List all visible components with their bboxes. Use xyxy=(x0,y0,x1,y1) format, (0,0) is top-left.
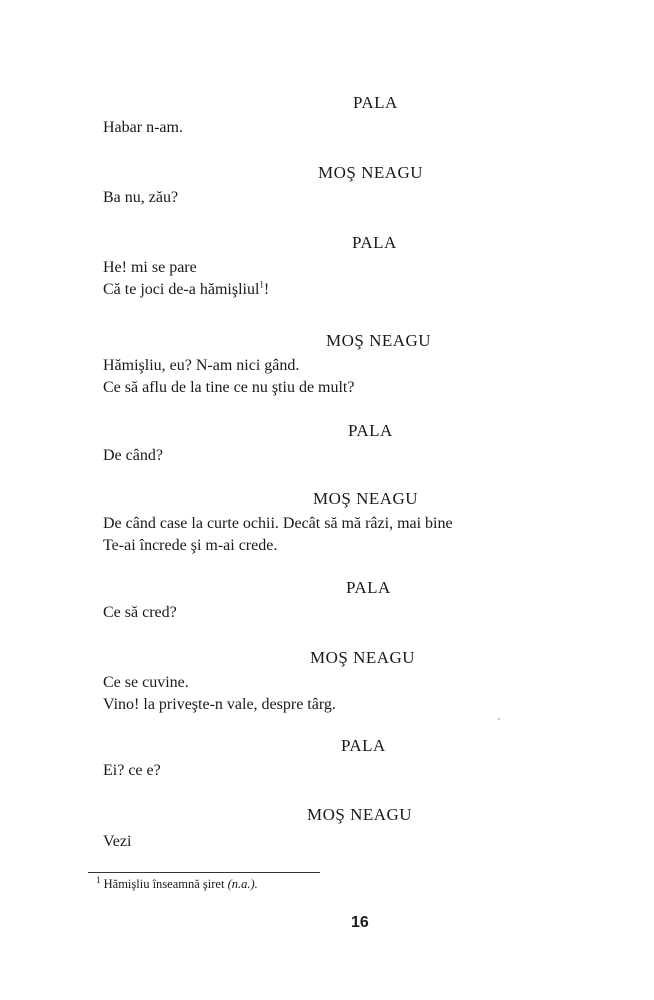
footnote-text: Hămişliu înseamnă şiret xyxy=(103,877,225,891)
dialogue-line: Vino! la priveşte-n vale, despre târg. xyxy=(103,696,336,713)
footnote xyxy=(96,874,258,892)
speaker-name: PALA xyxy=(353,93,398,112)
dialogue-line-with-footnote xyxy=(103,281,269,299)
dialogue-line: Hămişliu, eu? N-am nici gând. xyxy=(103,357,300,374)
footnote-divider xyxy=(88,872,320,873)
dialogue-line: Habar n-am. xyxy=(103,119,183,136)
dialogue-line: Ce să aflu de la tine ce nu ştiu de mult? xyxy=(103,379,355,396)
dialogue-line: De când? xyxy=(103,447,163,464)
dialogue-line: Te-ai încrede şi m-ai crede. xyxy=(103,537,278,554)
dialogue-line: He! mi se pare xyxy=(103,259,197,276)
dialogue-line: De când case la curte ochii. Decât să mă râzi, mai bine xyxy=(103,515,453,532)
speaker-name: MOŞ NEAGU xyxy=(318,163,424,182)
page-number: 16 xyxy=(351,914,369,931)
scan-speck xyxy=(498,718,500,720)
speaker-name: PALA xyxy=(352,233,397,252)
footnote-attribution: (n.a.). xyxy=(227,877,258,891)
dialogue-line: Ba nu, zău? xyxy=(103,189,179,206)
speaker-name: PALA xyxy=(341,736,386,755)
dialogue-line-text: Că te joci de-a hămişliul xyxy=(103,281,260,298)
speaker-name: PALA xyxy=(346,578,391,597)
speaker-name: MOŞ NEAGU xyxy=(326,331,432,350)
footnote-reference[interactable]: 1 xyxy=(259,279,264,290)
dialogue-line: Ce se cuvine. xyxy=(103,674,189,691)
dialogue-line: Ce să cred? xyxy=(103,604,177,621)
speaker-name: MOŞ NEAGU xyxy=(307,805,413,824)
dialogue-line-punctuation: ! xyxy=(263,281,270,298)
speaker-name: MOŞ NEAGU xyxy=(310,648,416,667)
speaker-name: MOŞ NEAGU xyxy=(313,489,419,508)
footnote-marker: 1 xyxy=(96,874,101,885)
dialogue-line: Vezi xyxy=(103,833,132,850)
speaker-name: PALA xyxy=(348,421,393,440)
dialogue-line: Ei? ce e? xyxy=(103,762,161,779)
